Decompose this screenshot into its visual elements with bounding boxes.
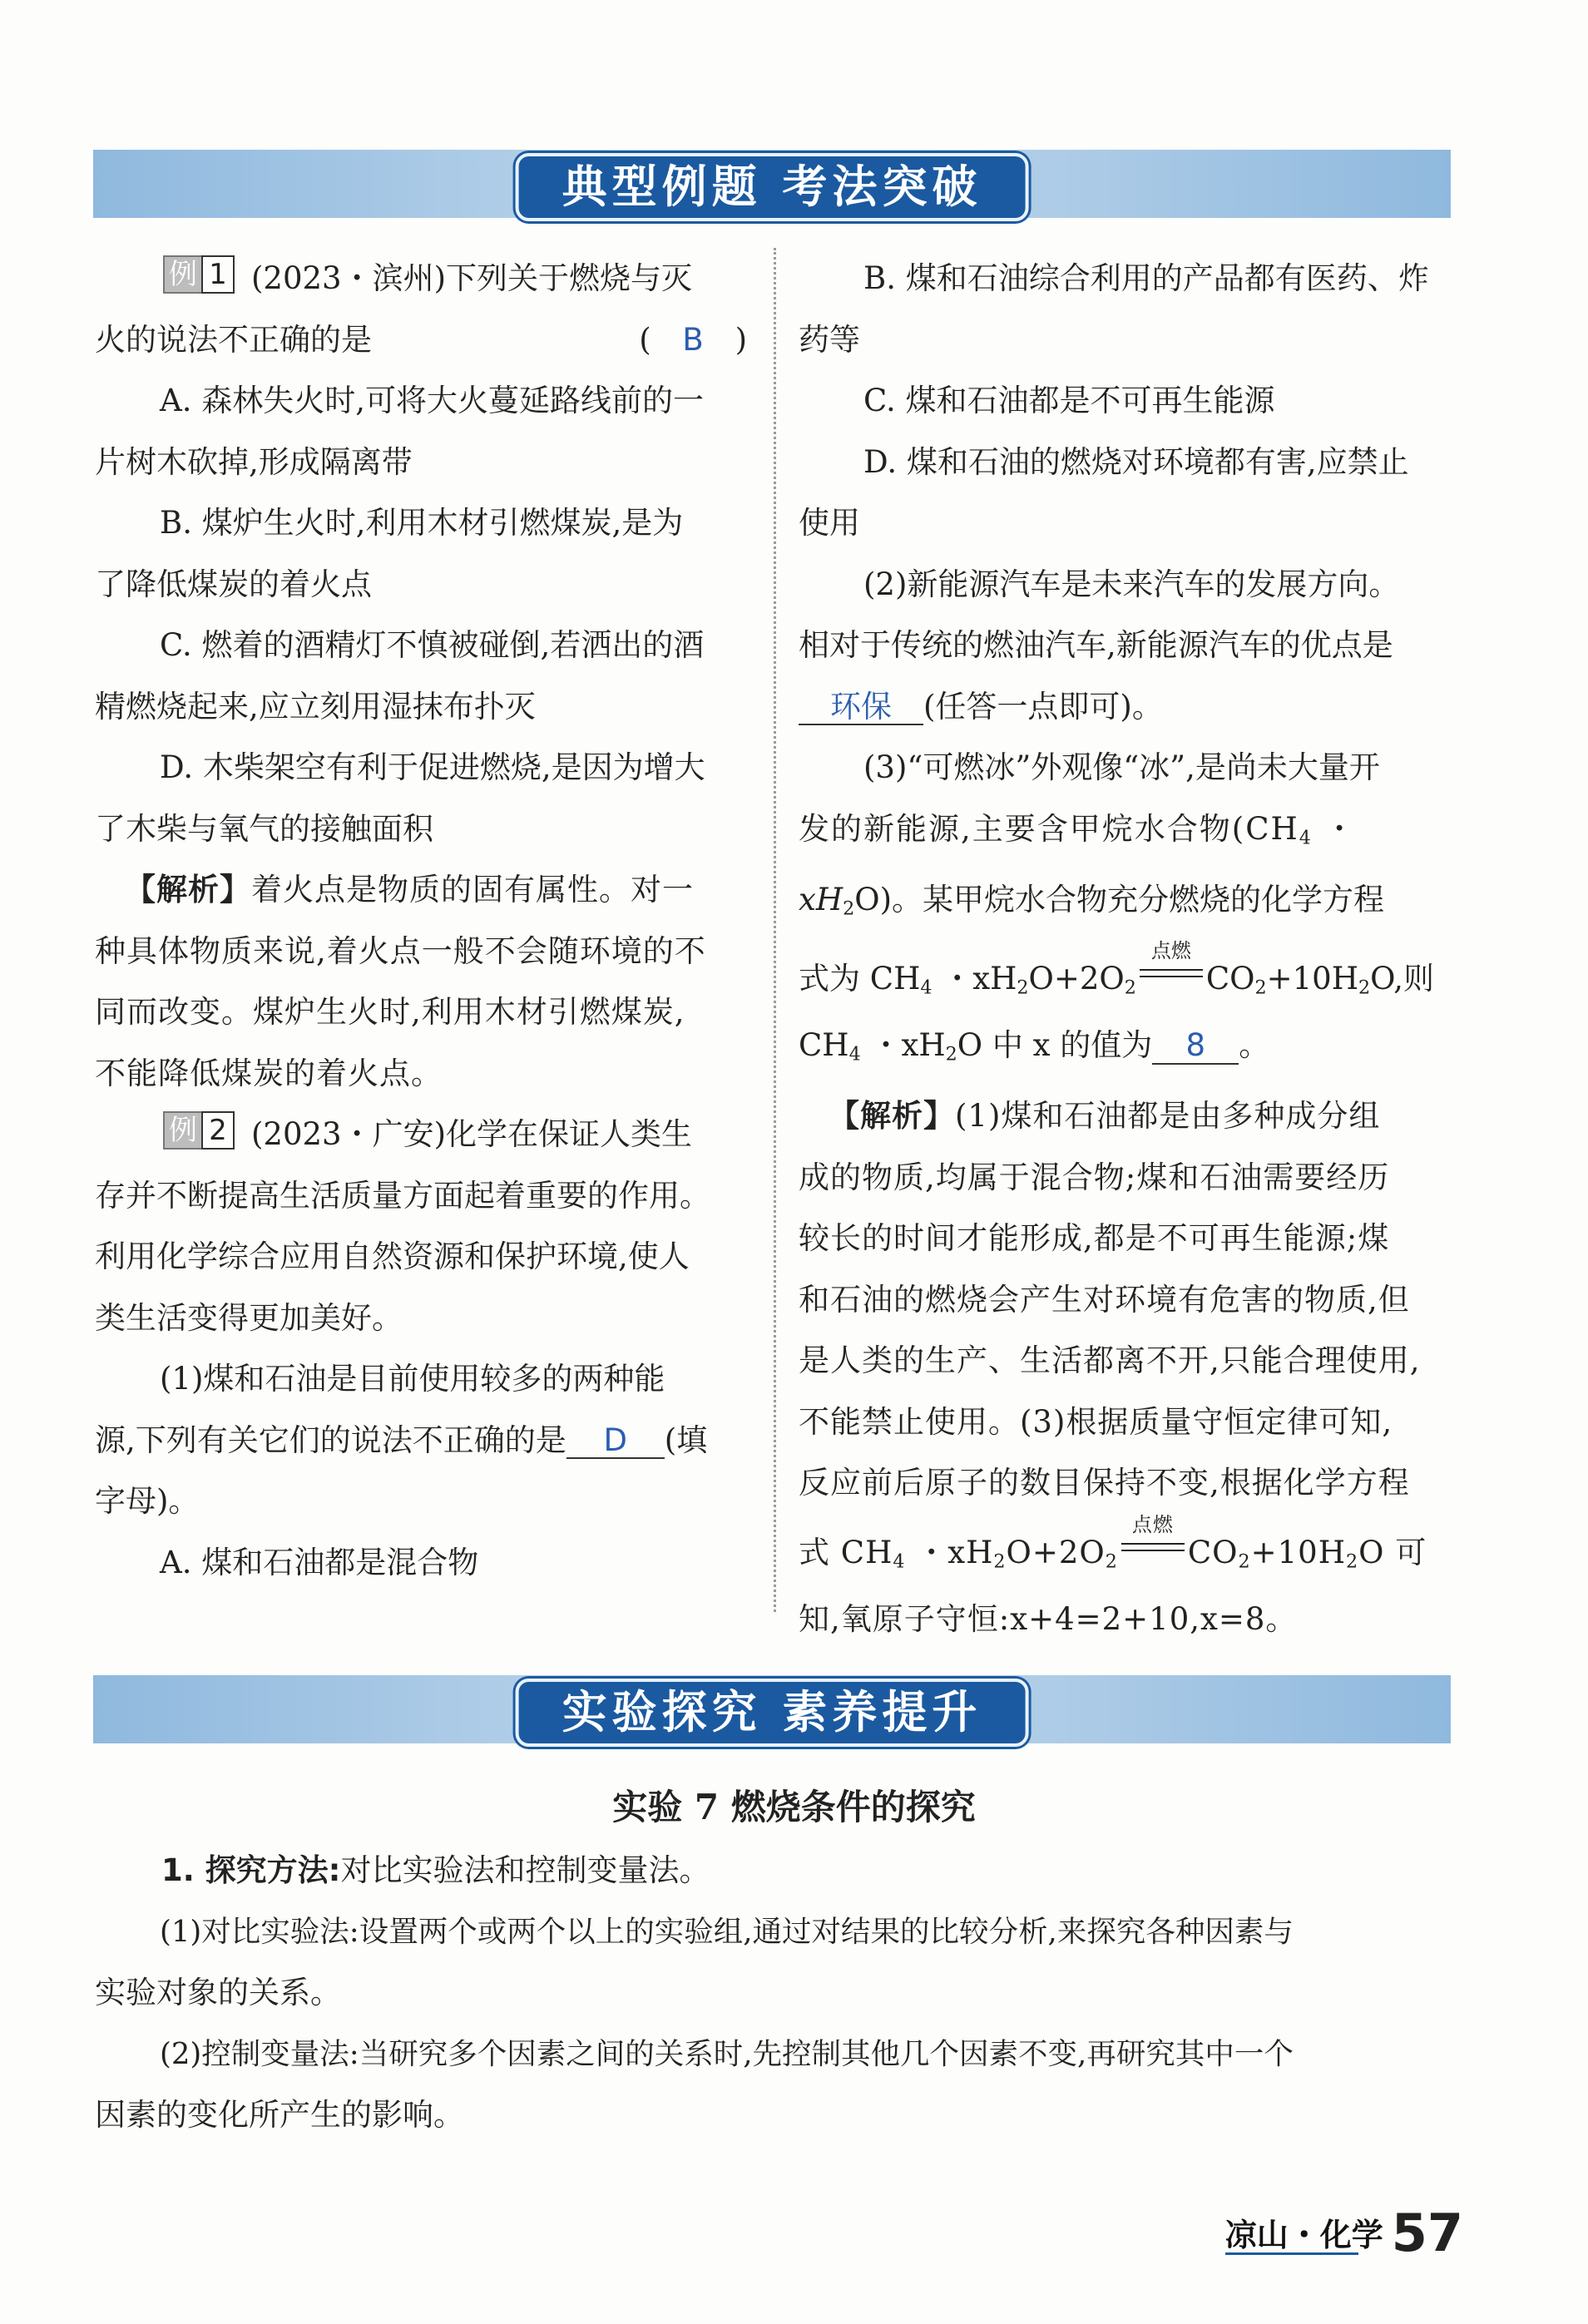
eq-part: ・xH — [905, 1534, 994, 1570]
q3-line3 — [799, 869, 1452, 940]
example2-analysis-line2: 成的物质,均属于混合物;煤和石油需要经历 — [799, 1159, 1390, 1195]
subscript: 2 — [1358, 977, 1371, 999]
subscript: 2 — [843, 897, 855, 920]
analysis-tag: 【解析】 — [829, 1098, 955, 1135]
eq-part: O 中 x 的值为 — [957, 1027, 1153, 1064]
q1-option-d-line2: 使用 — [799, 505, 860, 541]
subscript: 4 — [1299, 827, 1313, 849]
example1-stem-line2-row — [95, 309, 752, 371]
eq-part: ・xH — [932, 960, 1017, 996]
subscript: 2 — [1238, 1550, 1251, 1573]
q3-answer-blank: 8 — [1152, 1029, 1239, 1065]
option-c-line2: 精燃烧起来,应立刻用湿抹布扑灭 — [95, 688, 536, 724]
example2-analysis-line6: 不能禁止使用。(3)根据质量守恒定律可知, — [799, 1403, 1393, 1440]
bracket-open: ( — [639, 321, 651, 358]
q1-text: 源,下列有关它们的说法不正确的是 — [95, 1422, 566, 1458]
eq-part: O 可 — [1358, 1534, 1427, 1570]
reaction-arrow — [1118, 1512, 1188, 1561]
q1-option-c: C. 煤和石油都是不可再生能源 — [863, 383, 1275, 418]
formula-part: xH — [799, 881, 843, 917]
section-banner-examples — [93, 150, 1451, 218]
example-badge-number: 2 — [201, 1111, 235, 1150]
q1-option-a: A. 煤和石油都是混合物 — [160, 1544, 479, 1580]
experiment-sub1-line1: (1)对比实验法:设置两个或两个以上的实验组,通过对结果的比较分析,来探究各种因素与 — [160, 1914, 1294, 1949]
reaction-arrow — [1136, 938, 1206, 987]
option-b-line1: B. 煤炉生火时,利用木材引燃煤炭,是为 — [160, 505, 684, 541]
banner-title: 实验探究 素养提升 — [516, 1679, 1029, 1747]
option-d-line2: 了木柴与氧气的接触面积 — [95, 810, 433, 847]
item1-label: 1. 探究方法: — [161, 1852, 341, 1888]
subscript: 2 — [1124, 977, 1136, 999]
option-a-line1: A. 森林失火时,可将大火蔓延路线前的一 — [160, 383, 705, 418]
page-footer — [1225, 2203, 1463, 2261]
q2-line3 — [799, 676, 1452, 738]
section-banner-experiment — [93, 1675, 1451, 1743]
q1-answer-blank: D — [566, 1424, 665, 1460]
eq-part: 式 CH — [799, 1534, 893, 1570]
example2-analysis-line1 — [799, 1085, 1452, 1147]
q3-line1: (3)“可燃冰”外观像“冰”,是尚未大量开 — [863, 749, 1380, 785]
eq-part: O+2O — [1028, 960, 1125, 996]
example-badge-char: 例 — [163, 255, 203, 294]
experiment-body — [95, 1840, 1452, 2146]
q1-text-post: (填 — [664, 1422, 708, 1458]
bracket-close: ) — [735, 321, 747, 358]
q1-option-b-line2: 药等 — [799, 321, 860, 358]
example1-analysis-line1 — [95, 859, 752, 921]
experiment-title: 实验 7 燃烧条件的探究 — [612, 1787, 976, 1827]
column-divider — [774, 248, 776, 1612]
example1-stem-line2: 火的说法不正确的是 — [95, 321, 372, 358]
example1-stem — [95, 248, 752, 309]
example2-analysis-equation — [799, 1512, 1452, 1590]
subscript: 2 — [945, 1043, 957, 1066]
analysis-tag: 【解析】 — [125, 872, 251, 907]
experiment-item1 — [95, 1840, 1452, 1901]
left-column — [95, 248, 752, 1593]
option-b-line2: 了降低煤炭的着火点 — [95, 566, 372, 602]
example1-badge — [163, 255, 238, 292]
example2-analysis-line9: 知,氧原子守恒:x+4=2+10,x=8。 — [799, 1601, 1298, 1638]
footer-underline — [1225, 2252, 1358, 2255]
eq-part: ・xH — [860, 1027, 946, 1064]
subscript: 2 — [993, 1550, 1007, 1573]
reaction-condition: 点燃 — [1131, 1512, 1174, 1536]
subscript: 2 — [1017, 977, 1029, 999]
example1-stem-line1: (2023・滨州)下列关于燃烧与灭 — [251, 260, 693, 296]
q1-line3: 字母)。 — [95, 1483, 200, 1519]
q2-answer-blank: 环保 — [799, 690, 923, 726]
example2-analysis-line7: 反应前后原子的数目保持不变,根据化学方程 — [799, 1465, 1410, 1501]
q1-option-d-line1: D. 煤和石油的燃烧对环境都有害,应禁止 — [863, 443, 1409, 480]
page-number: 57 — [1391, 2203, 1463, 2263]
eq-part: O+2O — [1006, 1534, 1106, 1570]
example1-analysis-line4: 不能降低煤炭的着火点。 — [95, 1055, 443, 1091]
example2-stem-line1: (2023・广安)化学在保证人类生 — [251, 1116, 693, 1152]
right-column — [799, 248, 1452, 1650]
q3-last-line — [799, 1015, 1452, 1085]
example2-stem — [95, 1104, 752, 1165]
option-c-line1: C. 燃着的酒精灯不慎被碰倒,若洒出的酒 — [160, 627, 705, 663]
example1-analysis-line2: 种具体物质来说,着火点一般不会随环境的不 — [95, 932, 706, 969]
example2-badge — [163, 1111, 238, 1148]
analysis-text: 着火点是物质的固有属性。对一 — [251, 872, 694, 907]
example2-stem-line4: 类生活变得更加美好。 — [95, 1299, 403, 1336]
option-a-line2: 片树木砍掉,形成隔离带 — [95, 443, 413, 480]
example-badge-char: 例 — [163, 1111, 203, 1150]
example1-answer-bracket — [639, 309, 747, 371]
q1-line2 — [95, 1410, 752, 1471]
q3-line2 — [799, 799, 1452, 869]
example2-analysis-line4: 和石油的燃烧会产生对环境有危害的物质,但 — [799, 1281, 1410, 1318]
experiment-sub1-line2: 实验对象的关系。 — [95, 1975, 341, 2010]
q1-line1: (1)煤和石油是目前使用较多的两种能 — [160, 1361, 665, 1397]
eq-part: CO — [1187, 1534, 1239, 1570]
analysis-text: (1)煤和石油都是由多种成分组 — [955, 1098, 1381, 1135]
q2-line2: 相对于传统的燃油汽车,新能源汽车的优点是 — [799, 627, 1393, 663]
footer-region: 凉山・化学 — [1224, 2217, 1383, 2253]
subscript: 4 — [920, 977, 933, 999]
subscript: 2 — [1105, 1550, 1118, 1573]
eq-part: 式为 CH — [799, 960, 921, 996]
q3-text: O)。某甲烷水合物充分燃烧的化学方程 — [854, 881, 1385, 917]
eq-part: CH — [799, 1027, 849, 1064]
example2-analysis-line5: 是人类的生产、生活都离不开,只能合理使用, — [799, 1342, 1421, 1379]
q2-line1: (2)新能源汽车是未来汽车的发展方向。 — [863, 566, 1400, 602]
eq-part: 。 — [1239, 1027, 1270, 1064]
subscript: 2 — [1345, 1550, 1359, 1573]
subscript: 4 — [848, 1043, 861, 1066]
eq-part: CO — [1205, 960, 1255, 996]
eq-part: O,则 — [1370, 960, 1435, 996]
example-badge-number: 1 — [201, 255, 235, 294]
item1-text: 对比实验法和控制变量法。 — [340, 1852, 710, 1888]
q3-text: 发的新能源,主要含甲烷水合物(CH — [799, 810, 1299, 847]
experiment-sub2-line2: 因素的变化所产生的影响。 — [95, 2097, 464, 2133]
q3-equation-line — [799, 938, 1452, 1016]
eq-part: +10H — [1250, 1534, 1346, 1570]
example2-analysis-line3: 较长的时间才能形成,都是不可再生能源;煤 — [799, 1220, 1390, 1257]
subscript: 2 — [1254, 977, 1267, 999]
eq-part: +10H — [1266, 960, 1358, 996]
banner-title: 典型例题 考法突破 — [516, 153, 1029, 221]
q2-text-post: (任答一点即可)。 — [923, 688, 1163, 724]
subscript: 4 — [893, 1550, 906, 1573]
example2-stem-line3: 利用化学综合应用自然资源和保护环境,使人 — [95, 1239, 690, 1274]
example2-stem-line2: 存并不断提高生活质量方面起着重要的作用。 — [95, 1177, 710, 1214]
example1-answer: B — [682, 321, 704, 358]
q3-text: ・ — [1312, 810, 1357, 847]
reaction-condition: 点燃 — [1150, 938, 1191, 962]
option-d-line1: D. 木柴架空有利于促进燃烧,是因为增大 — [160, 749, 705, 785]
q1-option-b-line1: B. 煤和石油综合利用的产品都有医药、炸 — [863, 260, 1429, 296]
example1-analysis-line3: 同而改变。煤炉生火时,利用木材引燃煤炭, — [95, 994, 685, 1030]
experiment-sub2-line1: (2)控制变量法:当研究多个因素之间的关系时,先控制其他几个因素不变,再研究其中一个 — [160, 2036, 1294, 2071]
